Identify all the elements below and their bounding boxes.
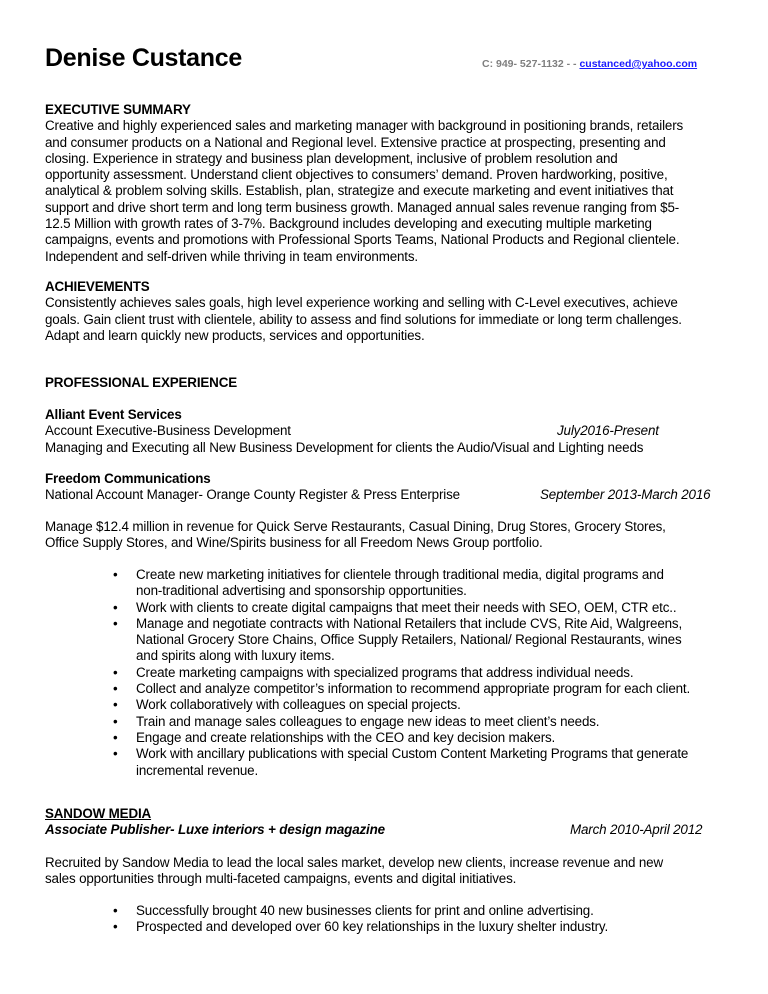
summary-line: Independent and self-driven while thriving in team environments.: [45, 248, 418, 264]
bullet-item: [110, 681, 730, 697]
summary-line: analytical & problem solving skills. Establish, plan, strategize and execute marketing and event initiatives that: [45, 183, 674, 199]
bullet-item: [110, 730, 730, 746]
bullet-text: Work collaboratively with colleagues on special projects.: [136, 697, 461, 713]
bullet-text: Engage and create relationships with the CEO and key decision makers.: [136, 729, 556, 745]
summary-line: 12.5 Million with growth rates of 3-7%. Background includes developing and executing multiple marketing: [45, 216, 652, 232]
bullet-text: National Grocery Store Chains, Office Supply Retailers, National/ Regional Restaurants, wines: [136, 632, 682, 648]
bullet-icon: •: [113, 903, 118, 918]
achievements-line: goals. Gain client trust with clientele, ability to assess and find solutions for immediate or long term challenges.: [45, 311, 682, 327]
bullet-text: Create new marketing initiatives for clientele through traditional media, digital programs and: [136, 567, 664, 582]
job-title-row: [45, 487, 735, 503]
bullet-icon: •: [113, 664, 118, 680]
bullet-icon: •: [113, 697, 118, 713]
job-dates: March 2010-April 2012: [570, 822, 703, 838]
job-title: Associate Publisher- Luxe interiors + design magazine: [45, 822, 385, 838]
bullet-item: [110, 919, 730, 935]
summary-line: support and drive short term and long term business growth. Managed annual sales revenue ranging from $5-: [45, 199, 680, 215]
company-name: Alliant Event Services: [45, 407, 182, 422]
bullet-item: [110, 697, 730, 713]
executive-summary-section: [45, 102, 735, 265]
company-name: SANDOW MEDIA: [45, 806, 152, 821]
job-title: National Account Manager- Orange County Register & Press Enterprise: [45, 487, 460, 503]
achievements-section: [45, 279, 735, 344]
bullet-text: and spirits along with luxury items.: [136, 648, 335, 664]
bullet-text: Work with ancillary publications with special Custom Content Marketing Programs that generate: [136, 746, 689, 762]
bullet-icon: •: [113, 919, 118, 935]
bullet-item: [110, 903, 730, 919]
bullet-item: [110, 567, 730, 600]
bullet-icon: •: [113, 729, 118, 745]
bullet-icon: •: [113, 599, 118, 615]
job-summary-line: Manage $12.4 million in revenue for Quick Serve Restaurants, Casual Dining, Drug Stores, Grocery Stores,: [45, 519, 666, 534]
job-freedom: [45, 471, 735, 504]
bullet-icon: •: [113, 713, 118, 729]
bullet-text: Train and manage sales colleagues to engage new ideas to meet client’s needs.: [136, 713, 600, 729]
bullet-text: non-traditional advertising and sponsorship opportunities.: [136, 583, 467, 599]
section-heading: PROFESSIONAL EXPERIENCE: [45, 375, 237, 390]
contact-info: [482, 58, 697, 70]
candidate-name: Denise Custance: [45, 44, 242, 72]
bullet-item: [110, 665, 730, 681]
job-alliant: [45, 407, 735, 456]
bullet-item: [110, 714, 730, 730]
bullet-icon: •: [113, 746, 118, 762]
bullet-icon: •: [113, 567, 118, 582]
bullet-text: Work with clients to create digital campaigns that meet their needs with SEO, OEM, CTR etc..: [136, 599, 677, 615]
bullet-item: [110, 616, 730, 665]
job-description: Managing and Executing all New Business Development for clients the Audio/Visual and Lighting needs: [45, 439, 644, 455]
section-heading: EXECUTIVE SUMMARY: [45, 102, 191, 117]
job-summary-line: Recruited by Sandow Media to lead the local sales market, develop new clients, increase revenue and new: [45, 855, 663, 870]
achievements-line: Adapt and learn quickly new products, services and opportunities.: [45, 327, 425, 343]
job-sandow-bullets: [110, 903, 730, 936]
job-sandow: [45, 806, 735, 839]
bullet-icon: •: [113, 681, 118, 697]
bullet-text: Successfully brought 40 new businesses clients for print and online advertising.: [136, 903, 594, 918]
job-dates: September 2013-March 2016: [540, 487, 711, 503]
bullet-icon: •: [113, 615, 118, 631]
summary-line: campaigns, events and promotions with Professional Sports Teams, National Products and Regional clientele.: [45, 232, 680, 248]
job-freedom-bullets: [110, 567, 730, 779]
job-sandow-summary: [45, 855, 735, 888]
email-link[interactable]: custanced@yahoo.com: [579, 58, 698, 70]
summary-line: opportunity assessment. Understand client objectives to consumers’ demand. Proven hardworking, positive,: [45, 167, 668, 183]
achievements-line: Consistently achieves sales goals, high level experience working and selling with C-Level executives, achieve: [45, 295, 678, 311]
bullet-item: [110, 600, 730, 616]
bullet-text: Create marketing campaigns with specialized programs that address individual needs.: [136, 664, 634, 680]
summary-line: closing. Experience in strategy and business plan development, inclusive of problem resolution and: [45, 150, 618, 166]
bullet-text: Prospected and developed over 60 key relationships in the luxury shelter industry.: [136, 919, 609, 935]
job-title: Account Executive-Business Development: [45, 423, 291, 439]
job-title-row: [45, 822, 735, 838]
job-title-row: [45, 423, 735, 439]
job-freedom-summary: [45, 519, 735, 552]
job-dates: July2016-Present: [557, 423, 659, 439]
company-name: Freedom Communications: [45, 471, 211, 486]
job-summary-line: Office Supply Stores, and Wine/Spirits business for all Freedom News Group portfolio.: [45, 535, 543, 551]
bullet-item: [110, 746, 730, 779]
summary-line: Creative and highly experienced sales and marketing manager with background in positioning brands, retailers: [45, 118, 684, 134]
job-summary-line: sales opportunities through multi-faceted campaigns, events and digital initiatives.: [45, 871, 517, 887]
summary-line: and consumer products on a National and Regional level. Extensive practice at prospecting, presenting and: [45, 134, 666, 150]
phone-text: C: 949- 527-1132 - -: [482, 58, 580, 70]
experience-section-heading: [45, 375, 735, 391]
bullet-text: incremental revenue.: [136, 762, 259, 778]
bullet-text: Collect and analyze competitor’s information to recommend appropriate program for each client.: [136, 681, 691, 697]
bullet-text: Manage and negotiate contracts with National Retailers that include CVS, Rite Aid, Walgreens,: [136, 615, 683, 631]
section-heading: ACHIEVEMENTS: [45, 279, 150, 294]
